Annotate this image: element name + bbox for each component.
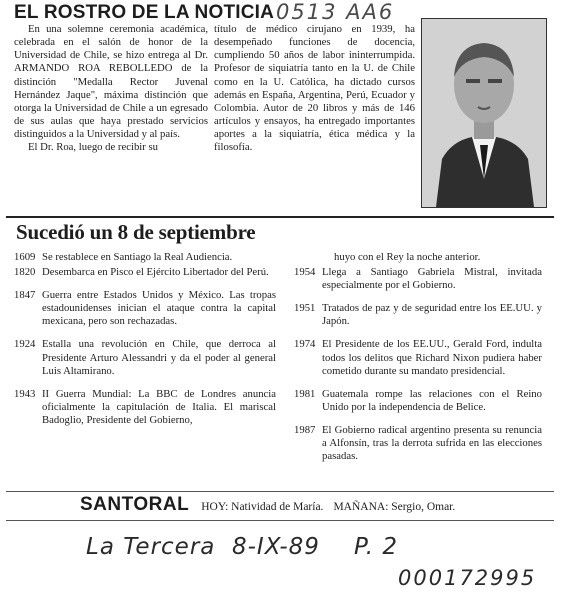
- event-item: [294, 338, 542, 377]
- santoral-bar: [80, 494, 455, 516]
- event-year: 1951: [294, 302, 316, 315]
- article-column-left: [14, 23, 208, 155]
- handwritten-date: 8-IX-89: [232, 534, 320, 560]
- events-column-left: [14, 251, 276, 427]
- santoral-label: SANTORAL: [80, 494, 190, 515]
- event-text: Guatemala rompe las relaciones con el Reino Unido por la independencia de Belice.: [322, 387, 542, 413]
- divider: [6, 216, 554, 218]
- event-year: 1981: [294, 387, 316, 400]
- event-text: El Gobierno radical argentino presenta su renuncia a Alfonsín, tras la derrota sufrida en las elecciones pasadas.: [322, 423, 542, 463]
- santoral-today: HOY: Natividad de María.: [201, 501, 324, 513]
- handwritten-file-code: 0513 AA6: [276, 0, 395, 24]
- event-year: 1820: [14, 266, 36, 279]
- article-paragraph: El Dr. Roa, luego de recibir su: [28, 141, 158, 154]
- portrait-image: [422, 19, 546, 207]
- handwritten-page: P. 2: [354, 534, 398, 560]
- handwritten-archive-number: 000172995: [398, 566, 537, 590]
- event-text: El Presidente de los EE.UU., Gerald Ford, indulta todos los delitos que Richard Nixon pudiera haber cometido durante su mandato presidencial.: [322, 338, 542, 377]
- event-year: 1954: [294, 266, 316, 279]
- event-text: Guerra entre Estados Unidos y México. Las tropas estadounidenses inician el ataque contra la capital mexicana, pero son rechazadas.: [42, 289, 276, 328]
- article-column-middle: [214, 23, 415, 155]
- event-item: [294, 266, 542, 292]
- section-title: EL ROSTRO DE LA NOTICIA: [14, 2, 275, 23]
- event-year: 1924: [14, 338, 36, 351]
- event-item: [294, 424, 542, 463]
- event-year: 1943: [14, 387, 36, 400]
- article-paragraph: En una solemne ceremonia académica, celebrada en el salón de honor de la Universidad de Chile, se hizo entrega al Dr. ARMANDO ROA REBOLLEDO de la distinción "Medalla Rector Juvenal Hernández Jaque", máxima distinción que otorga la Universidad de Chile a un egresado de sus aulas que haya prestado servicios distinguidos a la Universidad y al país.: [14, 23, 208, 141]
- event-text: Desembarca en Pisco el Ejército Libertador del Perú.: [42, 266, 269, 279]
- santoral-tomorrow: MAÑANA: Sergio, Omar.: [333, 501, 456, 513]
- event-text: Tratados de paz y de seguridad entre los EE.UU. y Japón.: [322, 302, 542, 328]
- event-text: Llega a Santiago Gabriela Mistral, invitada especialmente por el Gobierno.: [322, 266, 542, 292]
- event-item: [14, 388, 276, 427]
- divider: [6, 491, 554, 492]
- event-text: Estalla una revolución en Chile, que derroca al Presidente Arturo Alessandri y da el poder al general Luis Altamirano.: [42, 338, 276, 377]
- event-item: [14, 251, 276, 264]
- article-paragraph: título de médico cirujano en 1939, ha desempeñado funciones de docencia, cumpliendo 50 años de labor ininterrumpida. Profesor de siquiatría tanto en la U. de Chile como en la U. Católica, ha dictado cursos además en España, Argentina, Perú, Ecuador y Colombia. Autor de 20 libros y más de 146 artículos y ensayos, ha entregado importantes aportes a la siquiatría, ética médica y la filosofía.: [214, 23, 415, 154]
- event-item: [294, 302, 542, 328]
- event-item: [14, 266, 276, 279]
- sucedio-title: Sucedió un 8 de septiembre: [16, 220, 256, 244]
- portrait-photo: [421, 18, 547, 208]
- event-year: 1974: [294, 338, 316, 351]
- handwritten-source: La Tercera: [86, 534, 216, 560]
- event-item: [294, 388, 542, 414]
- event-text: Se restablece en Santiago la Real Audiencia.: [42, 251, 233, 263]
- event-text: II Guerra Mundial: La BBC de Londres anuncia oficialmente la capitulación de Italia. El mariscal Badoglio, Presidente del Gobierno,: [42, 387, 276, 426]
- event-year: 1847: [14, 289, 36, 302]
- event-year: 1987: [294, 423, 316, 436]
- event-item: [14, 289, 276, 328]
- event-continuation: huyo con el Rey la noche anterior.: [334, 251, 481, 263]
- divider: [6, 520, 554, 521]
- events-column-right: [294, 251, 542, 463]
- event-year: 1609: [14, 251, 36, 263]
- event-item: [14, 338, 276, 377]
